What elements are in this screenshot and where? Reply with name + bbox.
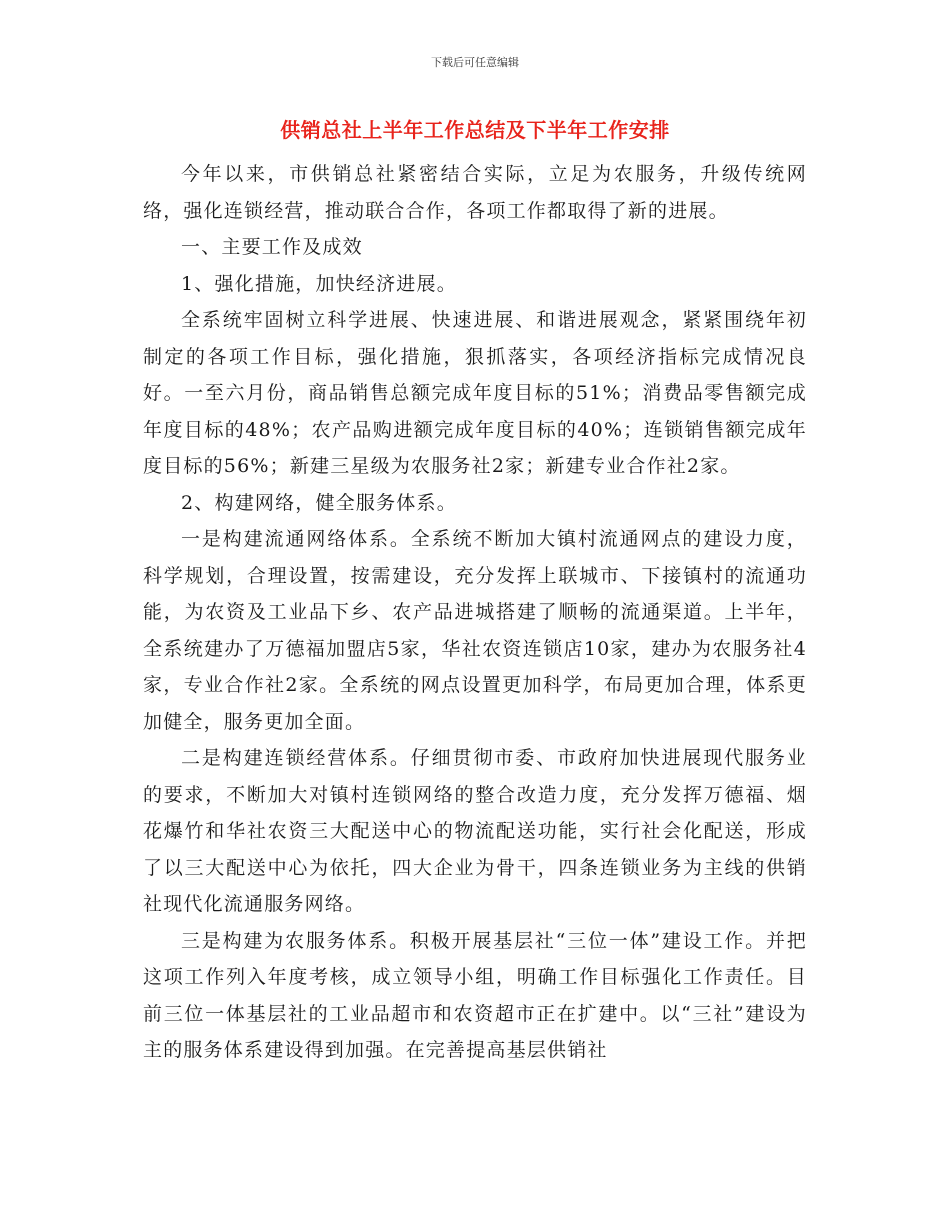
subheading-build-network: 2、构建网络，健全服务体系。	[181, 491, 457, 514]
paragraph-farmer-service: 三是构建为农服务体系。积极开展基层社“三位一体”建设工作。并把这项工作列入年度考核，成立领导小组，明确工作目标强化工作责任。目前三位一体基层社的工业品超市和农资超市正在扩建中。以“三社”建设为主的服务体系建设得到加强。在完善提高基层供销社	[143, 929, 807, 1061]
document-title: 供销总社上半年工作总结及下半年工作安排	[280, 118, 670, 142]
section-heading-main-work: 一、主要工作及成效	[181, 236, 363, 258]
paragraph-chain-operation: 二是构建连锁经营体系。仔细贯彻市委、市政府加快进展现代服务业的要求，不断加大对镇村连锁网络的整合改造力度，充分发挥万德福、烟花爆竹和华社农资三大配送中心的物流配送功能，实行社会化配送，形成了以三大配送中心为依托，四大企业为骨干，四条连锁业务为主线的供销社现代化流通服务网络。	[143, 747, 807, 915]
paragraph-economic-progress: 全系统牢固树立科学进展、快速进展、和谐进展观念，紧紧围绕年初制定的各项工作目标，强化措施，狠抓落实，各项经济指标完成情况良好。一至六月份，商品销售总额完成年度目标的51%；消费品零售额完成年度目标的48%；农产品购进额完成年度目标的40%；连锁销售额完成年度目标的56%；新建三星级为农服务社2家；新建专业合作社2家。	[143, 309, 807, 477]
document-body	[143, 156, 807, 1069]
header-note: 下载后可任意编辑	[431, 56, 519, 69]
paragraph-intro: 今年以来，市供销总社紧密结合实际，立足为农服务，升级传统网络，强化连锁经营，推动联合合作，各项工作都取得了新的进展。	[143, 163, 807, 222]
subheading-strengthen-measures: 1、强化措施，加快经济进展。	[181, 272, 457, 295]
paragraph-circulation-network: 一是构建流通网络体系。全系统不断加大镇村流通网点的建设力度，科学规划，合理设置，按需建设，充分发挥上联城市、下接镇村的流通功能，为农资及工业品下乡、农产品进城搭建了顺畅的流通渠道。上半年，全系统建办了万德福加盟店5家，华社农资连锁店10家，建办为农服务社4家，专业合作社2家。全系统的网点设置更加科学，布局更加合理，体系更加健全，服务更加全面。	[143, 528, 807, 733]
